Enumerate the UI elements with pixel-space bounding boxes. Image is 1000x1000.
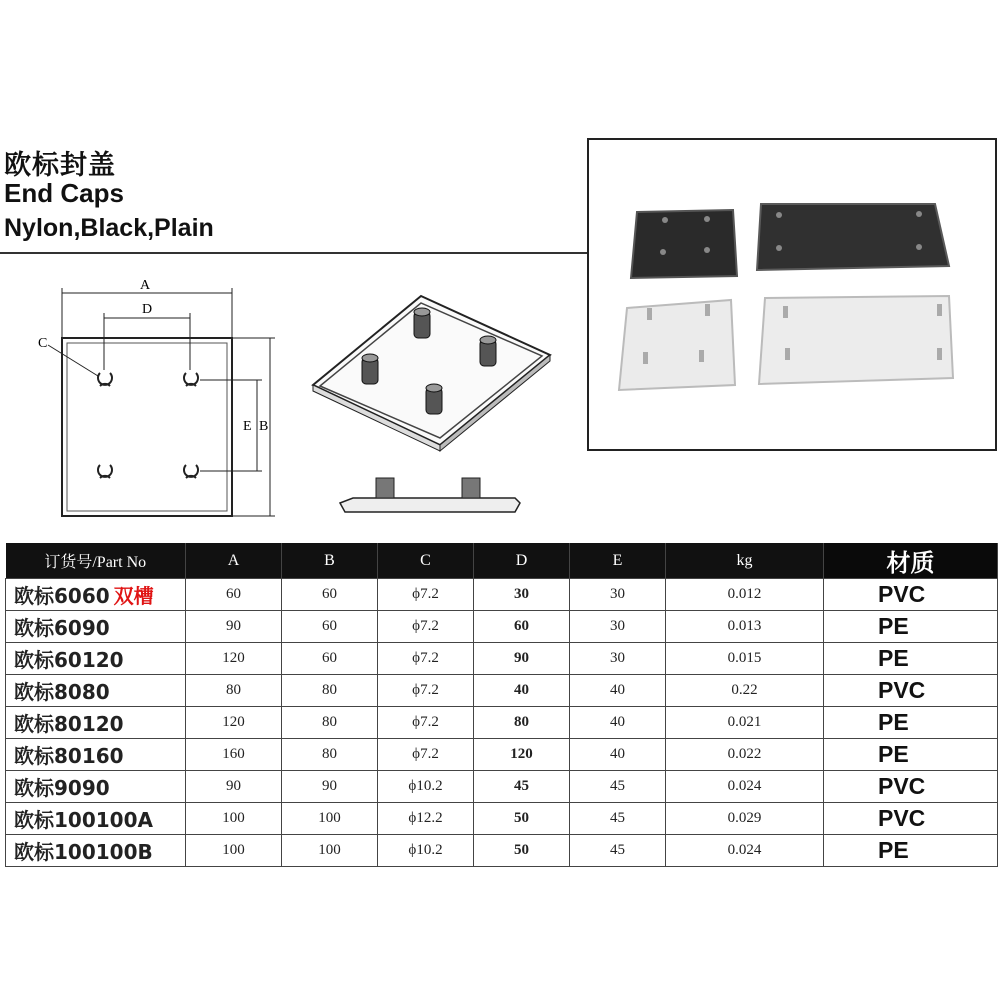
table-row [6, 803, 998, 835]
cell-a: 60 [186, 579, 282, 611]
part-number: 欧标80120 [14, 712, 124, 736]
table-row [6, 835, 998, 867]
cell-e: 30 [570, 611, 666, 643]
cell-material: PE [824, 739, 998, 771]
cell-d: 50 [474, 803, 570, 835]
cell-d: 50 [474, 835, 570, 867]
cell-a: 100 [186, 803, 282, 835]
cell-b: 60 [282, 611, 378, 643]
part-number: 欧标9090 [14, 776, 110, 800]
table-row [6, 707, 998, 739]
part-tag: 双槽 [113, 584, 154, 608]
spec-table [5, 543, 998, 867]
dim-label-d: D [142, 302, 153, 317]
cell-part-no [6, 675, 186, 707]
cell-d: 60 [474, 611, 570, 643]
cell-a: 120 [186, 707, 282, 739]
cell-material: PE [824, 835, 998, 867]
cell-a: 90 [186, 611, 282, 643]
cell-e: 45 [570, 771, 666, 803]
part-number: 欧标6090 [14, 616, 110, 640]
part-number: 欧标60120 [14, 648, 124, 672]
col-header-a: A [186, 543, 282, 579]
cell-kg: 0.024 [666, 835, 824, 867]
cell-kg: 0.013 [666, 611, 824, 643]
cell-kg: 0.22 [666, 675, 824, 707]
page-title-cn: 欧标封盖 [4, 150, 116, 181]
black-rect-cap-icon [757, 204, 949, 270]
cell-a: 80 [186, 675, 282, 707]
col-header-c: C [378, 543, 474, 579]
cell-c: ϕ10.2 [378, 771, 474, 803]
cell-e: 40 [570, 707, 666, 739]
table-row [6, 579, 998, 611]
table-row [6, 675, 998, 707]
dim-label-b: B [259, 419, 269, 434]
cell-kg: 0.029 [666, 803, 824, 835]
cell-kg: 0.015 [666, 643, 824, 675]
part-number: 欧标100100A [14, 808, 153, 832]
col-header-b: B [282, 543, 378, 579]
front-view-outline [62, 338, 232, 516]
col-header-kg: kg [666, 543, 824, 579]
col-header-part: 订货号/Part No [6, 543, 186, 579]
cell-c: ϕ7.2 [378, 707, 474, 739]
page-title-en: End Caps [4, 178, 124, 208]
cell-d: 40 [474, 675, 570, 707]
cell-part-no [6, 707, 186, 739]
part-number: 欧标80160 [14, 744, 124, 768]
side-view [340, 478, 520, 512]
cell-a: 160 [186, 739, 282, 771]
cell-material: PE [824, 707, 998, 739]
cell-b: 80 [282, 739, 378, 771]
cell-kg: 0.024 [666, 771, 824, 803]
black-square-cap-icon [631, 210, 737, 278]
cell-c: ϕ7.2 [378, 611, 474, 643]
cell-a: 100 [186, 835, 282, 867]
cell-material: PE [824, 611, 998, 643]
cell-c: ϕ12.2 [378, 803, 474, 835]
cell-e: 40 [570, 739, 666, 771]
cell-part-no [6, 579, 186, 611]
part-number: 欧标6060 [14, 584, 110, 608]
cell-e: 40 [570, 675, 666, 707]
table-row [6, 643, 998, 675]
dim-label-c: C [38, 336, 48, 351]
cell-kg: 0.012 [666, 579, 824, 611]
cell-c: ϕ7.2 [378, 739, 474, 771]
cell-c: ϕ7.2 [378, 579, 474, 611]
col-header-e: E [570, 543, 666, 579]
dim-label-e: E [243, 419, 252, 434]
cell-a: 120 [186, 643, 282, 675]
cell-part-no [6, 835, 186, 867]
white-rect-cap-icon [759, 296, 953, 384]
dim-label-a: A [140, 278, 151, 293]
product-photo [587, 138, 997, 451]
cell-b: 80 [282, 707, 378, 739]
divider [0, 252, 588, 254]
cell-kg: 0.022 [666, 739, 824, 771]
part-number: 欧标8080 [14, 680, 110, 704]
table-row [6, 739, 998, 771]
cell-a: 90 [186, 771, 282, 803]
cell-e: 30 [570, 579, 666, 611]
isometric-view [313, 296, 550, 451]
cell-part-no [6, 739, 186, 771]
cell-part-no [6, 643, 186, 675]
cell-material: PVC [824, 579, 998, 611]
hole-icon [98, 373, 198, 478]
cell-part-no [6, 803, 186, 835]
cell-material: PVC [824, 771, 998, 803]
cell-kg: 0.021 [666, 707, 824, 739]
cell-d: 30 [474, 579, 570, 611]
front-view-inner [67, 343, 227, 511]
cell-e: 30 [570, 643, 666, 675]
part-number: 欧标100100B [14, 840, 153, 864]
cell-e: 45 [570, 803, 666, 835]
cell-c: ϕ10.2 [378, 835, 474, 867]
col-header-d: D [474, 543, 570, 579]
cell-d: 80 [474, 707, 570, 739]
cell-b: 60 [282, 579, 378, 611]
col-header-material: 材质 [824, 543, 998, 579]
table-row [6, 611, 998, 643]
cell-material: PVC [824, 675, 998, 707]
cell-material: PVC [824, 803, 998, 835]
cell-b: 100 [282, 803, 378, 835]
cell-d: 45 [474, 771, 570, 803]
cell-b: 90 [282, 771, 378, 803]
cell-e: 45 [570, 835, 666, 867]
cell-d: 90 [474, 643, 570, 675]
white-square-cap-icon [619, 300, 735, 390]
technical-drawing [0, 255, 585, 540]
table-header-row [6, 543, 998, 579]
cell-b: 100 [282, 835, 378, 867]
cell-c: ϕ7.2 [378, 675, 474, 707]
cell-b: 60 [282, 643, 378, 675]
cell-c: ϕ7.2 [378, 643, 474, 675]
cell-part-no [6, 771, 186, 803]
table-row [6, 771, 998, 803]
cell-d: 120 [474, 739, 570, 771]
cell-material: PE [824, 643, 998, 675]
cell-part-no [6, 611, 186, 643]
page-subtitle: Nylon,Black,Plain [4, 214, 214, 242]
cell-b: 80 [282, 675, 378, 707]
